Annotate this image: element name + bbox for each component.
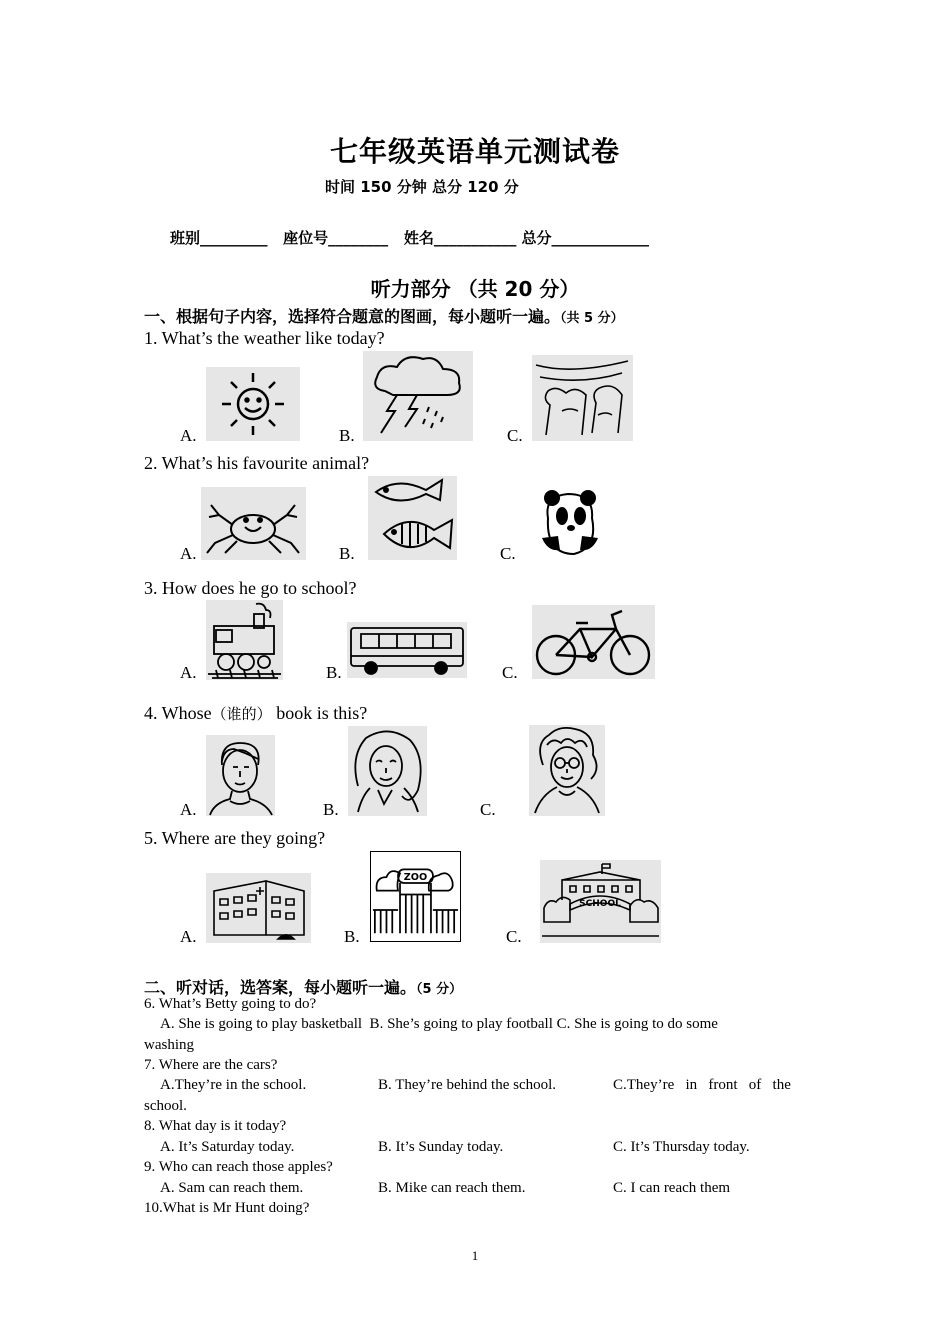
- page-title: 七年级英语单元测试卷: [329, 135, 620, 168]
- bicycle-icon[interactable]: [532, 605, 655, 679]
- question-5: 5. Where are they going?: [144, 828, 326, 848]
- panda-icon[interactable]: [538, 488, 602, 558]
- question-4: 4. Whose（谁的） book is this?: [144, 703, 368, 723]
- q9-option-c[interactable]: C. I can reach them: [613, 1180, 731, 1196]
- exam-time-score: 时间 150 分钟 总分 120 分: [325, 178, 519, 196]
- thunderstorm-icon[interactable]: [363, 351, 473, 441]
- q1-option-c[interactable]: C.: [507, 426, 523, 445]
- q7-option-a[interactable]: A.They’re in the school.: [160, 1077, 307, 1093]
- q8-option-b[interactable]: B. It’s Sunday today.: [378, 1139, 504, 1155]
- q4-option-b[interactable]: B.: [323, 800, 339, 819]
- question-7: 7. Where are the cars?: [144, 1057, 278, 1073]
- woman-glasses-icon[interactable]: [529, 725, 605, 816]
- fish-icon[interactable]: [368, 476, 457, 560]
- q9-option-b[interactable]: B. Mike can reach them.: [378, 1180, 526, 1196]
- q2-option-a[interactable]: A.: [180, 544, 197, 563]
- sun-icon[interactable]: [206, 367, 300, 441]
- question-3: 3. How does he go to school?: [144, 578, 357, 598]
- q8-option-a[interactable]: A. It’s Saturday today.: [160, 1139, 295, 1155]
- q1-option-b[interactable]: B.: [339, 426, 355, 445]
- student-info-line: 班别_________ 座位号________ 姓名___________ 总分_____________: [170, 229, 650, 247]
- question-1: 1. What’s the weather like today?: [144, 328, 385, 348]
- q6-options-continuation: washing: [144, 1037, 194, 1053]
- q3-option-b[interactable]: B.: [326, 663, 342, 682]
- q2-option-c[interactable]: C.: [500, 544, 516, 563]
- q5-option-c[interactable]: C.: [506, 927, 522, 946]
- q7-option-c-continuation: school.: [144, 1098, 187, 1114]
- q1-option-a[interactable]: A.: [180, 426, 197, 445]
- girl-long-hair-icon[interactable]: [348, 726, 427, 816]
- school-building-icon[interactable]: [540, 860, 661, 943]
- q2-option-b[interactable]: B.: [339, 544, 355, 563]
- part1-heading: 一、根据句子内容，选择符合题意的图画，每小题听一遍。（共 5 分）: [144, 307, 624, 326]
- q5-option-a[interactable]: A.: [180, 927, 197, 946]
- hospital-icon[interactable]: [206, 873, 311, 943]
- q9-option-a[interactable]: A. Sam can reach them.: [160, 1180, 304, 1196]
- q6-options-line: A. She is going to play basketball B. She’s going to play football C. She is going to do some: [160, 1016, 718, 1032]
- q4-option-c[interactable]: C.: [480, 800, 496, 819]
- q7-option-b[interactable]: B. They’re behind the school.: [378, 1077, 557, 1093]
- q4-option-a[interactable]: A.: [180, 800, 197, 819]
- part2-heading: 二、听对话，选答案，每小题听一遍。（5 分）: [144, 978, 463, 997]
- listening-section-heading: 听力部分 （共 20 分）: [370, 277, 580, 301]
- q3-option-c[interactable]: C.: [502, 663, 518, 682]
- question-8: 8. What day is it today?: [144, 1118, 287, 1134]
- windy-trees-icon[interactable]: [532, 355, 633, 441]
- question-6: 6. What’s Betty going to do?: [144, 996, 317, 1012]
- svg-text:ZOO: ZOO: [403, 872, 428, 884]
- q7-option-c[interactable]: C.They’re in front of the: [613, 1077, 791, 1093]
- crab-icon[interactable]: [201, 487, 306, 560]
- zoo-gate-icon[interactable]: [370, 851, 461, 942]
- question-2: 2. What’s his favourite animal?: [144, 453, 370, 473]
- svg-text:SCHOOL: SCHOOL: [579, 899, 621, 909]
- q5-option-b[interactable]: B.: [344, 927, 360, 946]
- question-9: 9. Who can reach those apples?: [144, 1159, 333, 1175]
- q3-option-a[interactable]: A.: [180, 663, 197, 682]
- question-10: 10.What is Mr Hunt doing?: [144, 1200, 310, 1216]
- page-number: 1: [471, 1248, 479, 1263]
- bus-icon[interactable]: [347, 622, 467, 678]
- q8-option-c[interactable]: C. It’s Thursday today.: [613, 1139, 750, 1155]
- train-icon[interactable]: [206, 600, 283, 680]
- boy-portrait-icon[interactable]: [206, 735, 275, 816]
